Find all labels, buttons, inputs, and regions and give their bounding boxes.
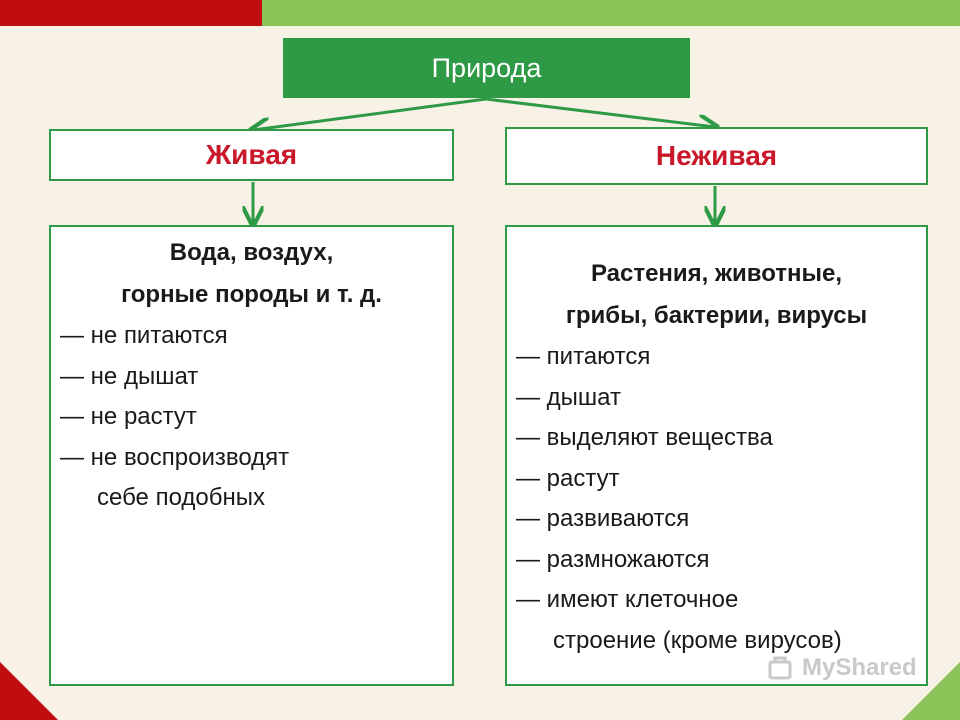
list-item: — развиваются: [516, 505, 690, 532]
list-item: — не воспроизводят: [60, 443, 290, 471]
branch-node-nonliving: [505, 127, 928, 185]
heading-line: горные породы и т. д.: [121, 281, 382, 308]
content-list-left: [51, 316, 452, 519]
arrow-root-to-living: [253, 99, 486, 130]
list-item: строение (кроме вирусов): [553, 626, 842, 654]
watermark-logo-icon: [768, 654, 796, 682]
arrow-root-to-nonliving: [486, 99, 715, 127]
list-item: — дышат: [516, 383, 621, 411]
watermark: [768, 654, 917, 682]
content-heading-right: [507, 227, 926, 337]
root-label: Природа: [431, 52, 542, 83]
content-list-right: [507, 337, 926, 661]
list-item: себе подобных: [97, 484, 265, 511]
branch-label-living: Живая: [205, 139, 298, 170]
content-box-right: [505, 225, 928, 686]
list-item: — питаются: [516, 343, 651, 370]
content-box-left: [49, 225, 454, 686]
list-item: — растут: [516, 464, 620, 492]
root-node: [283, 38, 690, 98]
branch-label-nonliving: Неживая: [655, 140, 778, 171]
list-item: — выделяют вещества: [516, 424, 773, 451]
list-item: — не питаются: [60, 322, 228, 349]
list-item: — имеют клеточное: [516, 586, 739, 613]
list-item: — размножаются: [516, 545, 710, 573]
list-item: — не растут: [60, 403, 197, 430]
heading-line: Растения, животные,: [590, 260, 843, 287]
heading-line: Вода, воздух,: [169, 239, 334, 266]
heading-line: грибы, бактерии, вирусы: [565, 302, 868, 329]
branch-node-living: [49, 129, 454, 181]
watermark-text: MyShared: [802, 654, 917, 681]
list-item: — не дышат: [60, 362, 199, 390]
content-heading-left: [51, 227, 452, 316]
